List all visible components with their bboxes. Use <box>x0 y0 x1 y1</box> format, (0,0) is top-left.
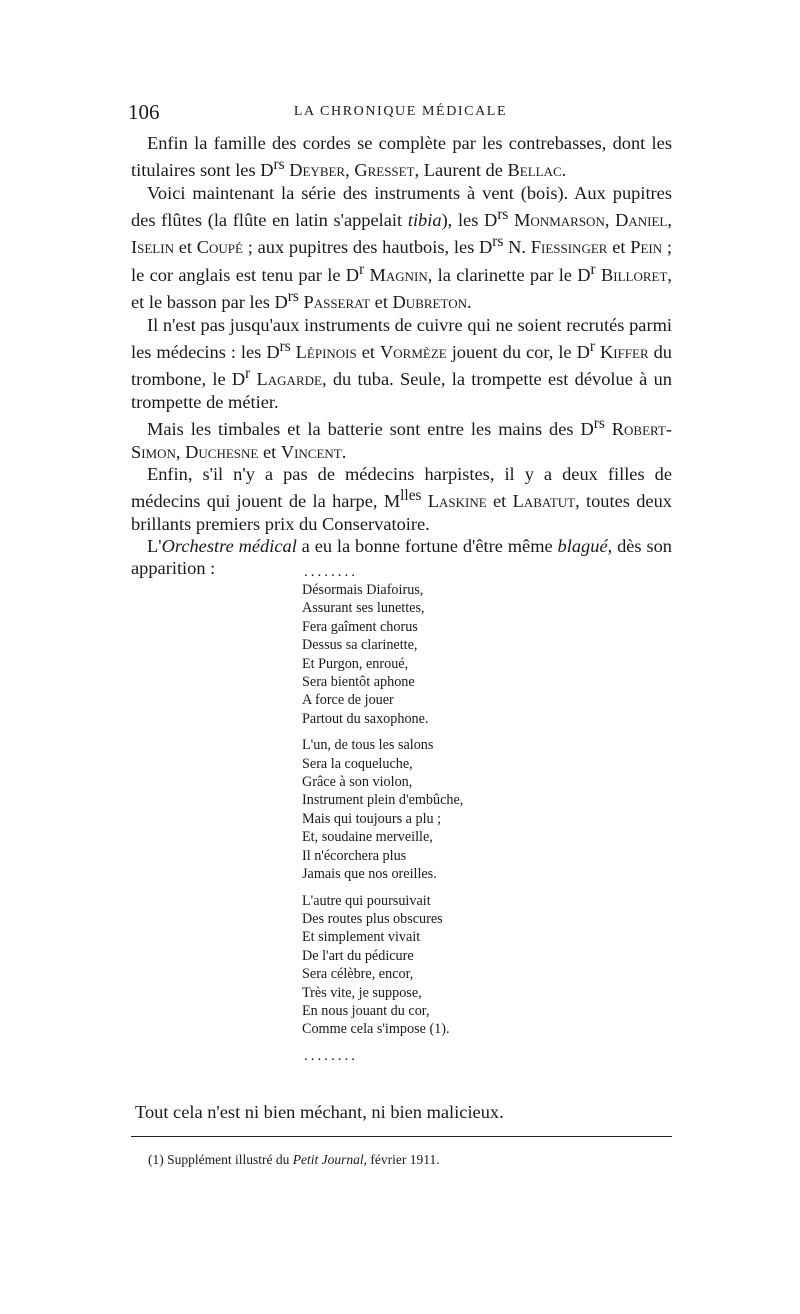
poem-line: Comme cela s'impose (1). <box>302 1021 450 1038</box>
poem-line: Sera bientôt aphone <box>302 674 415 691</box>
poem-line: L'un, de tous les salons <box>302 737 434 754</box>
paragraph: Voici maintenant la série des instruments à vent (bois). Aux pupitres des flûtes (la flûte en latin s'appelait tibia), les $D^{rs}$ Monmarson, Daniel, Iselin et Coupé ; aux pupitres des hautbois, les $D^{rs}$ N. Fiessinger et Pein ; le cor anglais est tenu par le $D^r$ Magnin, la clarinette par le $D^r$ Billoret, et le basson par les $D^{rs}$ Passerat et Dubreton. <box>131 182 672 313</box>
paragraph: Mais les timbales et la batterie sont entre les mains des $D^{rs}$ Robert-Simon, Duchesne et Vincent. <box>131 415 672 462</box>
poem-stanza <box>302 892 562 1039</box>
poem-line: Des routes plus obscures <box>302 910 443 927</box>
poem-line: Instrument plein d'embûche, <box>302 792 464 809</box>
poem-line: L'autre qui poursuivait <box>302 892 431 909</box>
ellipsis-dots: ........ <box>304 564 358 580</box>
poem-line: Partout du saxophone. <box>302 710 429 727</box>
poem-stanza <box>302 581 562 728</box>
poem-line: Assurant ses lunettes, <box>302 600 425 617</box>
poem-line: De l'art du pédicure <box>302 947 414 964</box>
poem-line: Jamais que nos oreilles. <box>302 866 437 883</box>
poem-line: Grâce à son violon, <box>302 774 413 791</box>
footnote-rule <box>131 1136 672 1137</box>
poem-line: Il n'écorchera plus <box>302 847 407 864</box>
poem <box>302 563 562 1065</box>
paragraph: Il n'est pas jusqu'aux instruments de cuivre qui ne soient recrutés parmi les médecins : les $D^{rs}$ Lépinois et Vormèze jouent du cor, le $D^r$ Kiffer du trombone, le $D^r$ Lagarde, du tuba. Seule, la trompette est dévolue à un trompette de métier. <box>131 314 673 412</box>
ellipsis-dots: ........ <box>304 1047 358 1064</box>
poem-line: Très vite, je suppose, <box>302 984 422 1001</box>
paragraph: Enfin, s'il n'y a pas de médecins harpistes, il y a deux filles de médecins qui jouent de la harpe, $M^{lles}$ Laskine et Labatut, toutes deux brillants premiers prix du Conservatoire. <box>131 463 672 534</box>
paragraph: Enfin la famille des cordes se complète par les contrebasses, dont les titulaires sont les $D^{rs}$ Deyber, Gresset, Laurent de Bellac. <box>131 133 672 181</box>
poem-line: Dessus sa clarinette, <box>302 637 418 654</box>
poem-line: Mais qui toujours a plu ; <box>302 810 442 827</box>
poem-line: Sera célèbre, encor, <box>302 966 414 983</box>
poem-line: Et simplement vivait <box>302 929 421 946</box>
poem-line: Et Purgon, enroué, <box>302 655 409 672</box>
footnote: (1) Supplément illustré du Petit Journal, février 1911. <box>148 1152 440 1167</box>
poem-line: Désormais Diafoirus, <box>302 582 424 598</box>
running-head: LA CHRONIQUE MÉDICALE <box>293 104 508 119</box>
page-header <box>128 100 673 128</box>
poem-line: Sera la coqueluche, <box>302 755 413 772</box>
poem-line: Fera gaîment chorus <box>302 618 418 635</box>
paragraph: L'Orchestre médical a eu la bonne fortune d'être même blagué, dès son apparition : <box>131 535 672 579</box>
body-text <box>131 132 672 579</box>
poem-line: A force de jouer <box>302 692 394 709</box>
poem-line: En nous jouant du cor, <box>302 1002 430 1019</box>
poem-line: Et, soudaine merveille, <box>302 829 433 846</box>
page-number: 106 <box>128 100 160 124</box>
closing-sentence: Tout cela n'est ni bien méchant, ni bien malicieux. <box>135 1102 504 1122</box>
poem-stanza <box>302 736 562 883</box>
